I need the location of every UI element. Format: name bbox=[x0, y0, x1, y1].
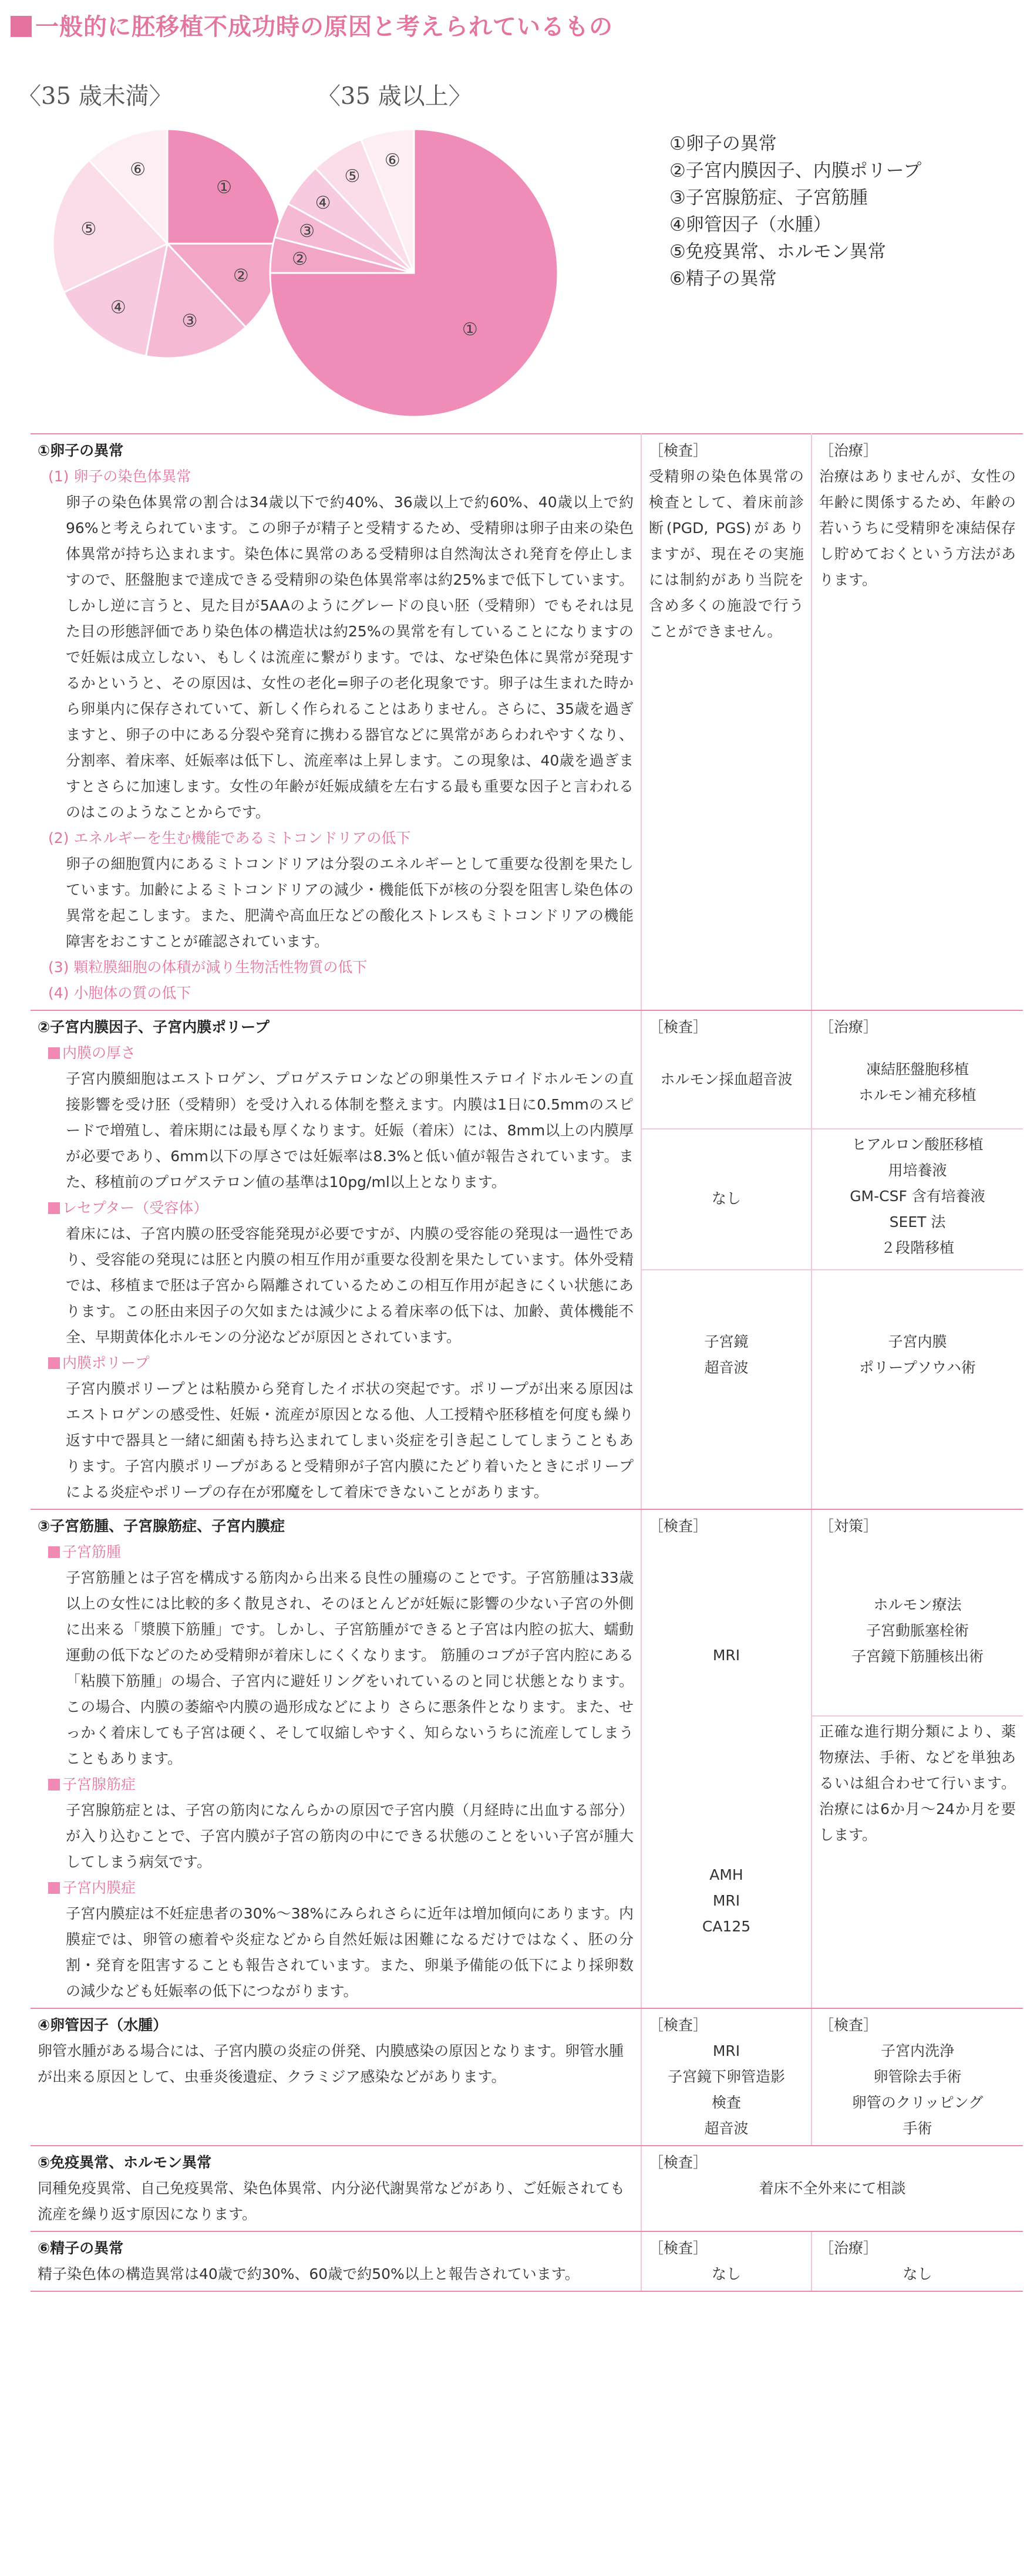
section-tubal-factor bbox=[31, 2008, 1023, 2146]
section-body bbox=[31, 1509, 641, 2008]
legend-item: ①卵子の異常 bbox=[669, 133, 777, 154]
treatment-item bbox=[812, 1040, 1023, 1128]
section-immune-hormone bbox=[31, 2146, 1023, 2231]
pie-slice-label: ③ bbox=[299, 221, 315, 242]
section-sperm-abnormality bbox=[31, 2231, 1023, 2291]
treatment-text: なし bbox=[903, 2265, 932, 2282]
subheading: (2) エネルギーを生む機能であるミトコンドリアの低下 bbox=[48, 830, 411, 847]
treatment-line: SEET 法 bbox=[889, 1213, 946, 1230]
treatment-line: ホルモン療法 bbox=[873, 1596, 962, 1613]
subheading: (3) 顆粒膜細胞の体積が減り生物活性物質の低下 bbox=[48, 959, 368, 976]
treatment-item bbox=[812, 1269, 1023, 1381]
pie-chart-under-35 bbox=[50, 126, 285, 361]
exam-heading: ［検査］ bbox=[649, 2017, 708, 2034]
treatment-heading: ［治療］ bbox=[819, 2240, 878, 2257]
treatment-line: 手術 bbox=[903, 2120, 932, 2137]
causes-table bbox=[31, 433, 1023, 2292]
treatment-item bbox=[812, 1128, 1023, 1269]
paragraph: 着床には、子宮内膜の胚受容能発現が必要ですが、内膜の受容能の発現は一過性であり、受容能の発現には胚と内膜の相互作用が重要な役割を果たしています。体外受精では、移植まで胚は子宮から隔離されているためこの相互作用が起きにくい状態にあります。この胚由来因子の欠如または減少による着床率の低下は、加齢、黄体機能不全、早期黄体化ホルモンの分泌などが原因とされています。 bbox=[66, 1225, 634, 1346]
section-heading: ③子宮筋腫、子宮腺筋症、子宮内膜症 bbox=[38, 1518, 285, 1535]
exam-line: MRI bbox=[712, 1892, 740, 1909]
pie-slice-label: ③ bbox=[181, 311, 198, 332]
treatment-line: GM-CSF 含有培養液 bbox=[850, 1188, 985, 1205]
treatment-item bbox=[819, 2038, 1016, 2142]
exam-item: ホルモン採血超音波 bbox=[660, 1071, 793, 1088]
treatment-cell bbox=[812, 2231, 1023, 2291]
paragraph: 子宮内膜ポリープとは粘膜から発育したイボ状の突起です。ポリープが出来る原因はエストロゲンの感受性、妊娠・流産が原因となる他、人工授精や胚移植を何度も繰り返す中で器具と一緒に細菌も持ち込まれてしまい炎症を引き起こしてしまうこともあります。子宮内膜ポリープがあると受精卵が子宮内膜にたどり着いたときにポリープによる炎症やポリープの存在が邪魔をして着床できないことがあります。 bbox=[66, 1380, 634, 1501]
pie-slice-label: ④ bbox=[315, 193, 331, 214]
treatment-cell bbox=[812, 2008, 1023, 2146]
section-heading: ⑥精子の異常 bbox=[38, 2240, 124, 2257]
exam-text: 受精卵の染色体異常の検査として、着床前診断(PGD, PGS)がありますが、現在その実施には制約があり当院を含め多くの施設で行うことができません。 bbox=[649, 468, 804, 640]
section-body bbox=[31, 1010, 641, 1509]
treatment-heading: ［対策］ bbox=[819, 1518, 878, 1535]
subheading bbox=[38, 1040, 634, 1066]
exam-cell bbox=[641, 1509, 812, 2008]
treatment-line: 用培養液 bbox=[888, 1162, 947, 1179]
exam-item bbox=[642, 1269, 811, 1381]
paragraph: 卵子の染色体異常の割合は34歳以下で約40%、36歳以上で約60%、40歳以上で約96%と考えられています。この卵子が精子と受精するため、受精卵は卵子由来の染色体異常が持ち込まれます。染色体に異常のある受精卵は自然淘汰され発育を停止しますので、胚盤胞まで達成できる受精卵の染色体異常率は約25%まで低下しています。しかし逆に言うと、見た目が5AAのようにグレードの良い胚（受精卵）でもそれは見た目の形態評価であり染色体の構造状は約25%の異常を有していることになりますので妊娠は成立しない、もしくは流産に繋がります。では、なぜ染色体に異常が発現するかというと、その原因は、女性の老化=卵子の老化現象です。卵子は生まれた時から卵巣内に保存されていて、新しく作られることはありません。さらに、35歳を過ぎますと、卵子の中にある分裂や発育に携わる器官などに異常があらわれやすくなり、分割率、着床率、妊娠率は低下し、流産率は上昇します。この現象は、40歳を過ぎますとさらに加速します。女性の年齢が妊娠成績を左右する最も重要な因子と言われるのはこのようなことからです。 bbox=[66, 494, 634, 821]
exam-line: AMH bbox=[709, 1866, 743, 1883]
treatment-line: 卵管除去手術 bbox=[873, 2068, 962, 2085]
pie-slice-label: ① bbox=[216, 177, 232, 198]
pie-label-over-35: 〈35 歳以上〉 bbox=[317, 83, 472, 110]
treatment-heading: ［治療］ bbox=[819, 442, 878, 459]
exam-item: MRI bbox=[712, 1647, 740, 1664]
square-bullet-icon bbox=[48, 1047, 60, 1059]
subheading: (4) 小胞体の質の低下 bbox=[48, 984, 191, 1002]
pie-label-under-35: 〈35 歳未満〉 bbox=[18, 83, 173, 110]
exam-line: 検査 bbox=[711, 2094, 741, 2111]
treatment-item bbox=[812, 1539, 1023, 1715]
treatment-cell bbox=[812, 434, 1023, 1010]
square-bullet-icon bbox=[48, 1882, 60, 1894]
pie-slice-label: ⑤ bbox=[80, 218, 97, 240]
treatment-line: ホルモン補充移植 bbox=[858, 1087, 977, 1104]
page-title bbox=[11, 8, 613, 42]
pie-slice-label: ④ bbox=[110, 297, 126, 318]
treatment-line: ヒアルロン酸胚移植 bbox=[851, 1136, 984, 1153]
legend-item: ⑤免疫異常、ホルモン異常 bbox=[669, 241, 886, 262]
legend-item: ⑥精子の異常 bbox=[669, 268, 777, 289]
exam-line: CA125 bbox=[702, 1918, 751, 1935]
section-body bbox=[31, 2146, 641, 2231]
subheading-text: 子宮筋腫 bbox=[62, 1543, 122, 1560]
pie-slice-label: ② bbox=[233, 265, 249, 286]
subheading bbox=[38, 1195, 634, 1221]
exam-heading: ［検査］ bbox=[649, 442, 708, 459]
paragraph: 子宮筋腫とは子宮を構成する筋肉から出来る良性の腫瘍のことです。子宮筋腫は33歳以上の女性には比較的多く散見され、そのほとんどが妊娠に影響の少ない子宮の外側に出来る「漿膜下筋腫」です。しかし、子宮筋腫ができると子宮は内腔の拡大、蠕動運動の低下などのため受精卵が着床しにくくなります。 筋腫のコブが子宮内腔にある「粘膜下筋腫」の場合、子宮内に避妊リングをいれているのと同じ状態となります。この場合、内膜の萎縮や内膜の過形成などにより さらに悪条件となります。また、せっかく着床しても子宮は硬く、そして収縮しやすく、知らないうちに流産してしまうこともあります。 bbox=[66, 1569, 634, 1767]
subheading-text: 子宮腺筋症 bbox=[62, 1776, 136, 1793]
exam-cell bbox=[641, 2008, 812, 2146]
exam-heading: ［検査］ bbox=[649, 1518, 708, 1535]
treatment-line: 子宮内膜 bbox=[888, 1333, 947, 1350]
subheading bbox=[38, 1539, 634, 1565]
treatment-text: 正確な進行期分類により、薬物療法、手術、などを単独あるいは組合わせて行います。治療には6か月～24か月を要します。 bbox=[812, 1715, 1023, 1850]
exam-heading: ［検査］ bbox=[649, 2240, 708, 2257]
section-body bbox=[31, 2008, 641, 2146]
subheading-text: レセプター（受容体） bbox=[62, 1199, 208, 1216]
section-uterine-fibroids bbox=[31, 1509, 1023, 2008]
pie-slice-label: ⑤ bbox=[344, 166, 361, 187]
exam-cell bbox=[641, 2231, 812, 2291]
treatment-line: 子宮鏡下筋腫核出術 bbox=[851, 1648, 984, 1665]
paragraph: 同種免疫異常、自己免疫異常、染色体異常、内分泌代謝異常などがあり、ご妊娠されても流産を繰り返す原因になります。 bbox=[38, 2180, 625, 2223]
paragraph: 精子染色体の構造異常は40歳で約30%、60歳で約50%以上と報告されています。 bbox=[38, 2265, 580, 2282]
subheading-text: 内膜の厚さ bbox=[62, 1044, 136, 1061]
pie-slice-label: ⑥ bbox=[384, 150, 400, 171]
subheading-text: 内膜ポリープ bbox=[62, 1354, 150, 1371]
exam-item: なし bbox=[642, 1128, 811, 1269]
subheading: (1) 卵子の染色体異常 bbox=[48, 468, 191, 485]
section-body bbox=[31, 2231, 641, 2291]
legend-item: ②子宮内膜因子、内膜ポリープ bbox=[669, 160, 922, 181]
pie-slice-label: ① bbox=[462, 319, 478, 340]
treatment-text: 治療はありませんが、女性の年齢に関係するため、年齢の若いうちに受精卵を凍結保存し貯めておくという方法があります。 bbox=[819, 468, 1016, 588]
section-endometrial-factor bbox=[31, 1010, 1023, 1509]
exam-cell bbox=[641, 1010, 812, 1509]
title-text: 一般的に胚移植不成功時の原因と考えられているもの bbox=[35, 14, 613, 41]
exam-text: なし bbox=[711, 2265, 741, 2282]
exam-line: 超音波 bbox=[704, 1359, 749, 1376]
pie-slice-label: ⑥ bbox=[130, 159, 146, 180]
paragraph: 卵子の細胞質内にあるミトコンドリアは分裂のエネルギーとして重要な役割を果たしています。加齢によるミトコンドリアの減少・機能低下が核の分裂を阻害し染色体の異常を起こします。また、肥満や高血圧などの酸化ストレスもミトコンドリアの機能障害をおこすことが確認されています。 bbox=[66, 855, 634, 950]
square-bullet-icon bbox=[48, 1357, 60, 1369]
exam-heading: ［検査］ bbox=[649, 1019, 708, 1036]
pie-chart-over-35 bbox=[267, 126, 561, 420]
section-egg-abnormality bbox=[31, 434, 1023, 1010]
treatment-line: 卵管のクリッピング bbox=[851, 2094, 984, 2111]
treatment-line: 凍結胚盤胞移植 bbox=[866, 1061, 969, 1078]
treatment-line: ２段階移植 bbox=[880, 1239, 954, 1256]
treatment-line: 子宮内洗浄 bbox=[880, 2042, 954, 2059]
exam-line: 子宮鏡 bbox=[704, 1333, 749, 1350]
subheading bbox=[38, 1350, 634, 1376]
legend-item: ④卵管因子（水腫） bbox=[669, 214, 831, 235]
exam-line: MRI bbox=[712, 2042, 740, 2059]
treatment-heading: ［治療］ bbox=[819, 1019, 878, 1036]
subheading-text: 子宮内膜症 bbox=[62, 1879, 136, 1896]
legend-item: ③子宮腺筋症、子宮筋腫 bbox=[669, 187, 868, 208]
treatment-cell bbox=[812, 1509, 1023, 2008]
square-bullet-icon bbox=[48, 1779, 60, 1791]
paragraph: 卵管水腫がある場合には、子宮内膜の炎症の併発、内膜感染の原因となります。卵管水腫が出来る原因として、虫垂炎後遺症、クラミジア感染などがあります。 bbox=[38, 2042, 624, 2085]
subheading bbox=[38, 1772, 634, 1798]
section-heading: ⑤免疫異常、ホルモン異常 bbox=[38, 2154, 212, 2171]
title-square-icon bbox=[11, 16, 32, 37]
square-bullet-icon bbox=[48, 1202, 60, 1214]
exam-line: 超音波 bbox=[704, 2120, 749, 2137]
subheading bbox=[38, 1875, 634, 1901]
pie-slice-label: ② bbox=[292, 248, 308, 269]
exam-text: 着床不全外来にて相談 bbox=[759, 2180, 906, 2197]
section-heading: ④卵管因子（水腫） bbox=[38, 2017, 168, 2034]
section-heading: ②子宮内膜因子、子宮内膜ポリープ bbox=[38, 1019, 270, 1036]
treatment-heading: ［検査］ bbox=[819, 2017, 878, 2034]
square-bullet-icon bbox=[48, 1546, 60, 1558]
exam-heading: ［検査］ bbox=[649, 2154, 708, 2171]
paragraph: 子宮内膜細胞はエストロゲン、プロゲステロンなどの卵巣性ステロイドホルモンの直接影響を受け胚（受精卵）を受け入れる体制を整えます。内膜は1日に0.5mmのスピードで増殖し、着床期には最も厚くなります。妊娠（着床）には、8mm以上の内膜厚が必要であり、6mm以下の厚さでは妊娠率は8.3%と低い値が報告されています。また、移植前のプロゲステロン値の基準は10pg/ml以上となります。 bbox=[66, 1070, 634, 1191]
treatment-cell bbox=[812, 1010, 1023, 1509]
section-body bbox=[31, 434, 641, 1010]
exam-cell bbox=[641, 2146, 1023, 2231]
exam-item bbox=[642, 1815, 811, 1940]
exam-item bbox=[649, 2038, 804, 2142]
exam-cell bbox=[641, 434, 812, 1010]
treatment-line: ポリープソウハ術 bbox=[859, 1359, 976, 1376]
pie-legend bbox=[669, 130, 921, 292]
section-heading: ①卵子の異常 bbox=[38, 442, 124, 459]
paragraph: 子宮腺筋症とは、子宮の筋肉になんらかの原因で子宮内膜（月経時に出血する部分）が入り込むことで、子宮内膜が子宮の筋肉の中にできる状態のことをいい子宮が腫大してしまう病気です。 bbox=[66, 1802, 634, 1870]
treatment-line: 子宮動脈塞栓術 bbox=[866, 1622, 969, 1639]
exam-line: 子宮鏡下卵管造影 bbox=[667, 2068, 785, 2085]
paragraph: 子宮内膜症は不妊症患者の30%～38%にみられさらに近年は増加傾向にあります。内膜症では、卵管の癒着や炎症などから自然妊娠は困難になるだけではなく、胚の分割・発育を阻害することも報告されています。また、卵巣予備能の低下により採卵数の減少なども妊娠率の低下につながります。 bbox=[66, 1905, 634, 2000]
